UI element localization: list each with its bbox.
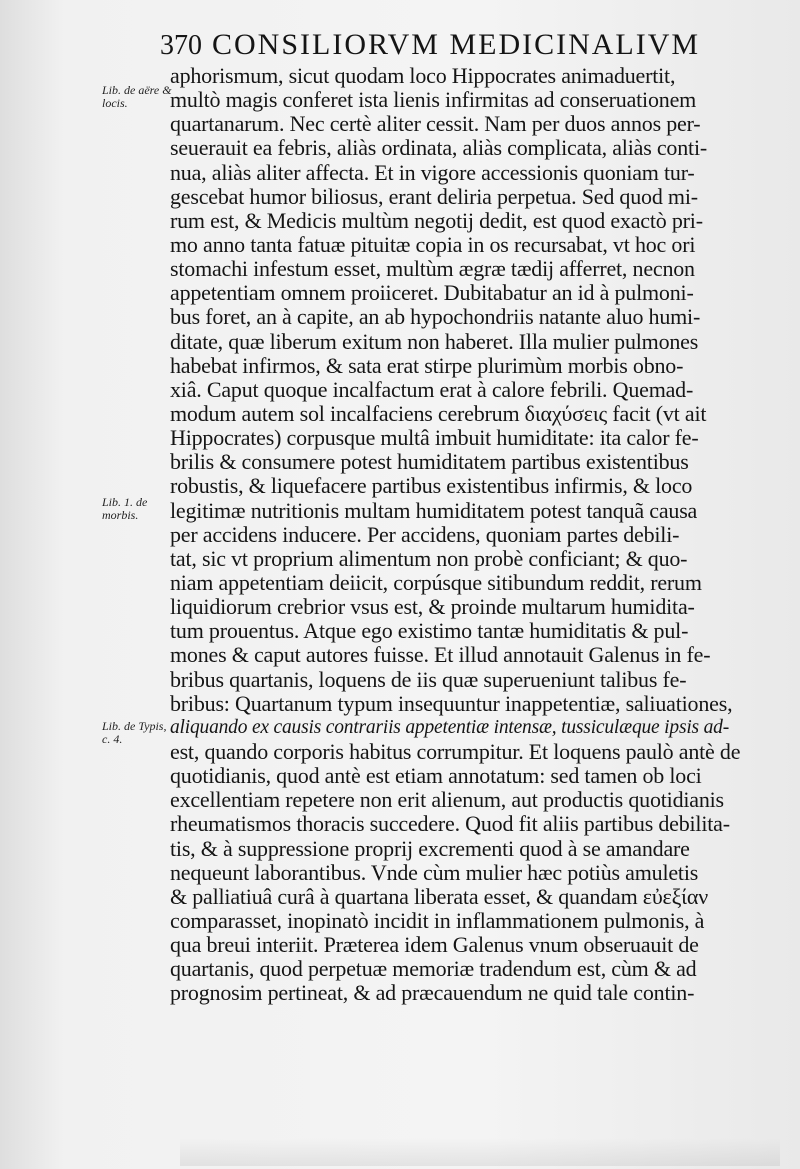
text-line: bribus quartanis, loquens de iis quæ superueniunt talibus fe- <box>170 667 687 692</box>
text-line: niam appetentiam deiicit, corpúsque sitibundum reddit, rerum <box>170 570 702 595</box>
text-line: nua, aliàs aliter affecta. Et in vigore accessionis quoniam tur- <box>170 160 695 185</box>
page-header <box>160 28 790 68</box>
text-line: bus foret, an à capite, an ab hypochondriis natante aluo humi- <box>170 305 701 330</box>
bleed-through-shadow <box>180 1138 780 1166</box>
text-line: per accidens inducere. Per accidens, quoniam partes debili- <box>170 522 680 547</box>
body-text <box>170 64 790 1005</box>
text-line: modum autem sol incalfaciens cerebrum διαχύσεις facit (vt ait <box>170 401 707 426</box>
text-line: tat, sic vt proprium alimentum non probè conficiant; & quo- <box>170 546 688 571</box>
text-line: comparasset, inopinatò incidit in inflammationem pulmonis, à <box>170 908 705 933</box>
running-title: CONSILIORVM MEDICINALIVM <box>212 28 701 61</box>
text-line: aphorismum, sicut quodam loco Hippocrates animaduertit, <box>170 64 676 88</box>
text-line: quotidianis, quod antè est etiam annotatum: sed tamen ob loci <box>170 764 702 789</box>
page-number: 370 <box>160 30 202 61</box>
text-line: mones & caput autores fuisse. Et illud annotauit Galenus in fe- <box>170 643 711 668</box>
text-line: ditate, quæ liberum exitum non haberet. Illa mulier pulmones <box>170 329 699 354</box>
text-line: est, quando corporis habitus corrumpitur. Et loquens paulò antè de <box>170 739 741 764</box>
text-line: qua breui interiit. Præterea idem Galenus vnum obseruauit de <box>170 933 699 958</box>
text-line: stomachi infestum esset, multùm ægræ tædij afferret, necnon <box>170 257 695 282</box>
text-line: brilis & consumere potest humiditatem partibus existentibus <box>170 450 689 475</box>
text-line: prognosim pertineat, & ad præcauendum ne quid tale contin- <box>170 981 695 1006</box>
text-line: legitimæ nutritionis multam humiditatem potest tanquã causa <box>170 498 698 523</box>
text-line: rum est, & Medicis multùm negotij dedit, est quod exactò pri- <box>170 208 703 233</box>
text-line: habebat infirmos, & sata erat stirpe plurimùm morbis obno- <box>170 353 684 378</box>
text-line: robustis, & liquefacere partibus existentibus infirmis, & loco <box>170 474 693 499</box>
text-line: tis, & à suppressione proprij excrementi quod à se amandare <box>170 836 690 861</box>
text-line: appetentiam omnem proiiceret. Dubitabatur an id à pulmoni- <box>170 281 694 306</box>
text-line: gescebat humor biliosus, erant deliria perpetua. Sed quod mi- <box>170 184 698 209</box>
text-line: quartanarum. Nec certè aliter cessit. Nam per duos annos per- <box>170 112 701 137</box>
text-line: bribus: Quartanum typum insequuntur inappetentiæ, saliuationes, <box>170 691 733 716</box>
margin-note: Lib. 1. de morbis. <box>102 495 148 522</box>
text-line: tum prouentus. Atque ego existimo tantæ humiditatis & pul- <box>170 619 689 644</box>
text-line: xiâ. Caput quoque incalfactum erat à calore febrili. Quemad- <box>170 377 694 402</box>
text-line: mo anno tanta fatuæ pituitæ copia in os recursabat, vt hoc ori <box>170 232 696 257</box>
text-line: Hippocrates) corpusque multâ imbuit humiditate: ita calor fe- <box>170 426 699 451</box>
text-line: & palliatiuâ curâ à quartana liberata esset, & quandam εὐεξίαν <box>170 884 708 909</box>
text-line: seuerauit ea febris, aliàs ordinata, aliàs complicata, aliàs conti- <box>170 136 707 161</box>
text-line: nequeunt laborantibus. Vnde cùm mulier hæc potiùs amuletis <box>170 860 699 885</box>
margin-note: Lib. de Typis, c. 4. <box>102 719 167 746</box>
text-line: rheumatismos thoracis succedere. Quod fit aliis partibus debilita- <box>170 812 730 837</box>
text-line: excellentiam repetere non erit alienum, aut productis quotidianis <box>170 788 724 813</box>
text-line: liquidiorum crebrior vsus est, & proinde multarum humidita- <box>170 595 695 620</box>
margin-note: Lib. de aëre & locis. <box>102 83 172 110</box>
text-line: quartanis, quod perpetuæ memoriæ tradendum est, cùm & ad <box>170 957 697 982</box>
quoted-italic-line: aliquando ex causis contrariis appetentiæ intensæ, tussiculæque ipsis ad- <box>170 716 730 738</box>
text-line: multò magis conferet ista lienis infirmitas ad conseruationem <box>170 88 697 113</box>
